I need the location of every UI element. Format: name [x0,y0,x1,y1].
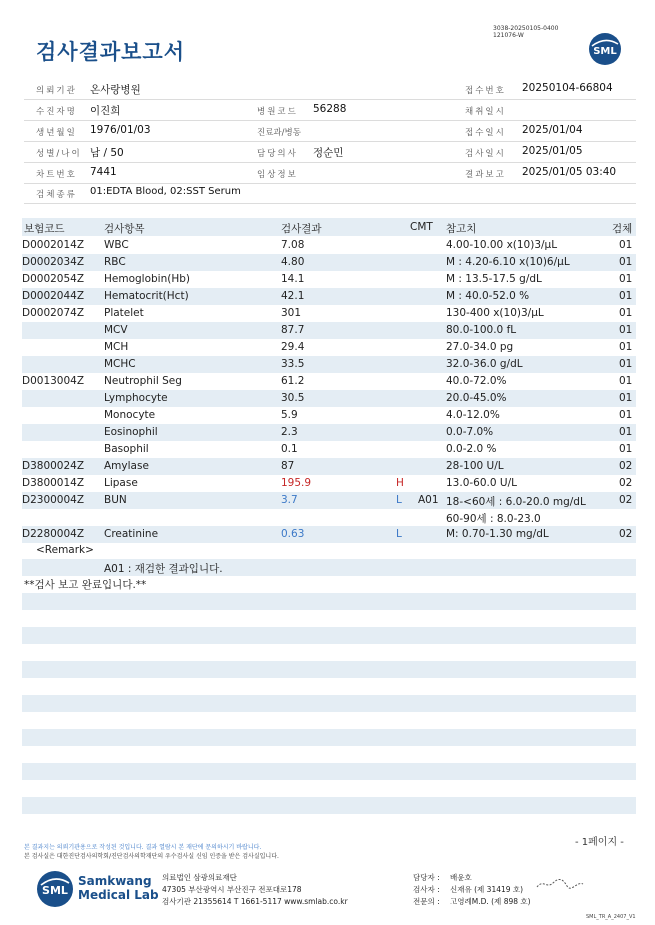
row-reference: 80.0-100.0 fL [446,324,517,336]
institution-label: 의뢰기관 [36,86,77,96]
row-specimen: 01 [619,239,633,251]
row-result: 301 [281,307,302,319]
empty-row [22,729,636,746]
receipt-no-label: 접수번호 [465,86,506,96]
company-logo-text [78,874,159,902]
row-specimen: 02 [619,528,633,540]
row-test-name: MCV [104,324,128,336]
table-row [22,356,636,373]
col-code: 보험코드 [24,223,65,235]
row-test-name: WBC [104,239,129,251]
col-specimen: 검체 [612,223,633,235]
row-reference: M : 4.20-6.10 x(10)6/μL [446,256,570,268]
institution-value: 온사랑병원 [90,84,141,96]
row-specimen: 02 [619,460,633,472]
table-row [22,424,636,441]
row-code: D0013004Z [22,375,85,387]
chart-value: 7441 [90,166,117,178]
empty-row [22,780,636,797]
row-code: D0002054Z [22,273,85,285]
empty-row [22,610,636,627]
doctor-label: 담당의사 [257,149,298,159]
receipt-date-label: 접수일시 [465,128,506,138]
row-specimen: 01 [619,273,633,285]
empty-row [22,797,636,814]
col-ref: 참고치 [446,223,477,235]
row-code: D0002034Z [22,256,85,268]
row-reference: 18-<60세 : 6.0-20.0 mg/dL [446,496,586,508]
row-result: 87.7 [281,324,305,336]
row-test-name: Basophil [104,443,149,455]
divider [24,99,636,100]
empty-row [22,627,636,644]
row-reference: 27.0-34.0 pg [446,341,514,353]
row-specimen: 02 [619,494,633,506]
row-result: 5.9 [281,409,298,421]
doctor-value: 정순민 [313,147,344,159]
table-row [22,390,636,407]
specimen-label: 검체종류 [36,190,77,200]
row-reference: M: 0.70-1.30 mg/dL [446,528,549,540]
col-result: 검사결과 [281,223,322,235]
table-row [22,492,636,509]
row-specimen: 01 [619,426,633,438]
row-result: 7.08 [281,239,305,251]
row-result: 0.63 [281,528,305,540]
row-code: D3800014Z [22,477,85,489]
test-date-value: 2025/01/05 [522,145,583,157]
divider [24,162,636,163]
empty-row [22,593,636,610]
staff1-value: 배윤호 [450,873,472,882]
row-flag: L [396,528,402,540]
clinical-label: 임상정보 [257,170,298,180]
samkwang-logo-icon [36,870,74,908]
row-result: 2.3 [281,426,298,438]
row-test-name: Neutrophil Seg [104,375,182,387]
row-specimen: 01 [619,324,633,336]
result-report-value: 2025/01/05 03:40 [522,166,617,178]
sex-age-value: 남 / 50 [90,147,124,159]
row-code: D2280004Z [22,528,85,540]
table-row [22,407,636,424]
remark-text: A01 : 재검한 결과입니다. [104,563,223,575]
patient-label: 수진자명 [36,107,77,117]
row-test-name: Lymphocyte [104,392,168,404]
table-row [22,509,636,526]
row-reference: 0.0-2.0 % [446,443,497,455]
row-reference: 40.0-72.0% [446,375,507,387]
divider [24,141,636,142]
row-test-name: Hemoglobin(Hb) [104,273,191,285]
divider [24,203,636,204]
remark-label: <Remark> [36,544,94,556]
footer-notice-1: 본 결과지는 의뢰기관용으로 작성된 것입니다. 결과 열람시 본 재단에 문의하시기 바랍니다. [24,844,262,851]
birth-label: 생년월일 [36,128,77,138]
row-reference: 60-90세 : 8.0-23.0 [446,513,541,525]
row-specimen: 01 [619,290,633,302]
table-row [22,288,636,305]
collect-label: 채취일시 [465,107,506,117]
row-test-name: MCHC [104,358,136,370]
row-specimen: 01 [619,358,633,370]
logo-line-2: Medical Lab [78,888,159,902]
row-test-name: Creatinine [104,528,159,540]
receipt-no-value: 20250104-66804 [522,82,613,94]
row-result: 87 [281,460,295,472]
row-cmt: A01 [418,494,439,506]
table-row [22,305,636,322]
row-result: 0.1 [281,443,298,455]
row-result: 42.1 [281,290,305,302]
row-test-name: MCH [104,341,129,353]
empty-row [22,763,636,780]
row-test-name: RBC [104,256,126,268]
row-reference: 4.0-12.0% [446,409,500,421]
row-result: 61.2 [281,375,305,387]
row-reference: M : 40.0-52.0 % [446,290,530,302]
logo-line-1: Samkwang [78,874,152,888]
row-reference: M : 13.5-17.5 g/dL [446,273,542,285]
table-row [22,441,636,458]
row-test-name: Monocyte [104,409,156,421]
table-row [22,526,636,543]
table-row [22,271,636,288]
empty-row [22,644,636,661]
table-row [22,322,636,339]
staff2-value: 신재유 (제 31419 호) [450,885,524,894]
report-title: 검사결과보고서 [36,40,186,64]
table-row [22,373,636,390]
table-row [22,254,636,271]
staff2-label: 검사자 : [413,885,440,894]
row-result: 4.80 [281,256,305,268]
footer-notice-2: 본 검사실은 대한진단검사의학회/진단검사의학재단의 우수검사실 신임 인증을 받은 검사실입니다. [24,853,279,860]
staff1-label: 담당자 : [413,873,440,882]
row-test-name: Amylase [104,460,149,472]
chart-label: 차트번호 [36,170,77,180]
empty-row [22,678,636,695]
table-row [22,458,636,475]
specimen-value: 01:EDTA Blood, 02:SST Serum [90,186,241,197]
row-specimen: 01 [619,443,633,455]
barcode-id [493,25,558,39]
empty-row [22,661,636,678]
row-reference: 0.0-7.0% [446,426,494,438]
test-date-label: 검사일시 [465,149,506,159]
row-test-name: Lipase [104,477,138,489]
row-specimen: 02 [619,477,633,489]
report-complete-text: **검사 보고 완료입니다.** [24,579,147,591]
row-result: 3.7 [281,494,298,506]
barcode-id-text: 3038-20250105-0400 [493,25,559,32]
row-test-name: BUN [104,494,127,506]
empty-row [22,814,636,831]
row-result: 30.5 [281,392,305,404]
org-contact: 검사기관 21355614 T 1661-5117 www.smlab.co.kr [162,897,348,906]
staff3-value: 고영례M.D. (제 898 호) [450,897,531,906]
svg-text:SML: SML [593,46,617,57]
row-result: 195.9 [281,477,312,489]
empty-row [22,712,636,729]
table-row [22,339,636,356]
row-reference: 4.00-10.00 x(10)3/μL [446,239,558,251]
row-flag: L [396,494,402,506]
row-specimen: 01 [619,375,633,387]
col-cmt: CMT [410,221,433,233]
org-address: 47305 부산광역시 부산진구 전포대로178 [162,885,302,894]
row-specimen: 01 [619,392,633,404]
row-test-name: Platelet [104,307,144,319]
divider [24,120,636,121]
row-result: 33.5 [281,358,305,370]
row-reference: 13.0-60.0 U/L [446,477,517,489]
row-code: D0002014Z [22,239,85,251]
row-reference: 20.0-45.0% [446,392,507,404]
row-specimen: 01 [619,409,633,421]
birth-value: 1976/01/03 [90,124,151,136]
row-result: 14.1 [281,273,305,285]
sex-age-label: 성별/나이 [36,149,82,159]
row-code: D2300004Z [22,494,85,506]
row-flag: H [396,477,404,489]
row-test-name: Eosinophil [104,426,158,438]
row-result: 29.4 [281,341,305,353]
table-row [22,237,636,254]
divider [24,183,636,184]
row-specimen: 01 [619,256,633,268]
row-reference: 28-100 U/L [446,460,504,472]
form-code: SML_TR_A_2407_V1 [586,914,636,920]
row-code: D0002044Z [22,290,85,302]
col-name: 검사항목 [104,223,145,235]
dept-label: 진료과/병동 [257,128,301,138]
empty-row [22,695,636,712]
staff3-label: 전문의 : [413,897,440,906]
row-code: D3800024Z [22,460,85,472]
receipt-date-value: 2025/01/04 [522,124,583,136]
sml-logo-icon [588,32,622,66]
barcode-sub-text: 121076-W [493,32,524,39]
row-test-name: Hematocrit(Hct) [104,290,189,302]
signature-icon [535,877,585,891]
table-row [22,475,636,492]
empty-row [22,746,636,763]
row-code: D0002074Z [22,307,85,319]
row-specimen: 01 [619,307,633,319]
hospital-code-value: 56288 [313,103,347,115]
hospital-code-label: 병원코드 [257,107,298,117]
row-reference: 32.0-36.0 g/dL [446,358,523,370]
row-specimen: 01 [619,341,633,353]
page-number: - 1페이지 - [575,837,624,848]
org-name: 의료법인 삼광의료재단 [162,873,237,882]
patient-value: 이진희 [90,105,121,117]
svg-text:SML: SML [42,884,68,897]
row-reference: 130-400 x(10)3/μL [446,307,544,319]
result-report-label: 결과보고 [465,170,506,180]
